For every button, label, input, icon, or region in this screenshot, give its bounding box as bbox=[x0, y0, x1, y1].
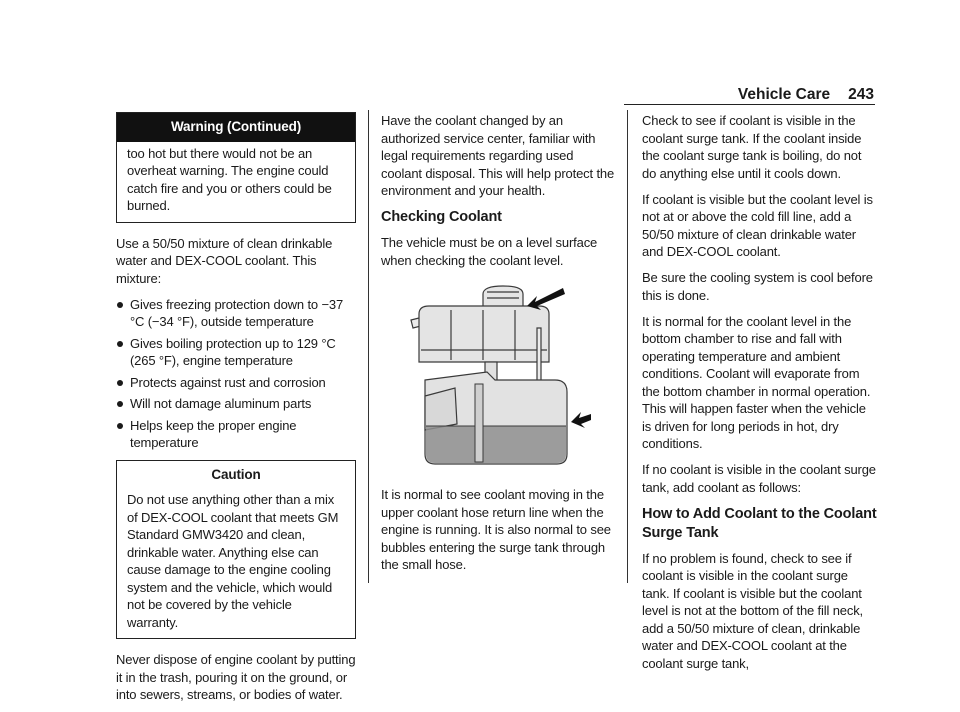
page-number: 243 bbox=[848, 86, 874, 103]
caution-title: Caution bbox=[211, 466, 261, 482]
upper-chamber-shape bbox=[419, 306, 549, 362]
coolant-moving-paragraph: It is normal to see coolant moving in the upper coolant hose return line when the engine is running. It is also normal to see bubbles entering the surge tank through the small hose. bbox=[381, 487, 611, 572]
coolant-surge-tank-illustration bbox=[391, 284, 591, 472]
no-coolant-paragraph: If no coolant is visible in the coolant surge tank, add coolant as follows: bbox=[642, 462, 876, 495]
service-paragraph: Have the coolant changed by an authorized service center, familiar with legal requirements regarding used coolant disposal. This will help protect the environment and your health. bbox=[381, 113, 615, 198]
check-visible-paragraph: Check to see if coolant is visible in the coolant surge tank. If the coolant inside the coolant surge tank is boiling, do not do anything else until it cools down. bbox=[642, 113, 862, 181]
column-3 bbox=[642, 112, 878, 681]
column-divider-1 bbox=[368, 110, 369, 583]
warning-title: Warning (Continued) bbox=[117, 113, 355, 142]
column-2 bbox=[381, 112, 617, 582]
level-surface-paragraph: The vehicle must be on a level surface when checking the coolant level. bbox=[381, 235, 598, 268]
warning-box bbox=[116, 112, 356, 223]
caution-box bbox=[116, 460, 356, 640]
add-coolant-heading: How to Add Coolant to the Coolant Surge Tank bbox=[642, 505, 877, 541]
cool-before-paragraph: Be sure the cooling system is cool before this is done. bbox=[642, 270, 873, 303]
level-arrow-icon bbox=[571, 412, 591, 428]
caution-text: Do not use anything other than a mix of DEX-COOL coolant that meets GM Standard GMW3420 and clean, drinkable water. Anything else can cause damage to the engine cooling system and the vehicle, which would not be covered by the vehicle warranty. bbox=[127, 492, 339, 630]
coolant-level-fill bbox=[426, 426, 566, 463]
list-item: Gives freezing protection down to −37 °C (−34 °F), outside temperature bbox=[116, 296, 356, 331]
cap-arrow-icon bbox=[527, 288, 565, 310]
section-title: Vehicle Care bbox=[737, 86, 831, 103]
checking-coolant-heading: Checking Coolant bbox=[381, 209, 502, 225]
disposal-paragraph: Never dispose of engine coolant by putting it in the trash, pouring it on the ground, or into sewers, streams, or bodies of water. bbox=[116, 652, 356, 702]
level-rise-paragraph: It is normal for the coolant level in the bottom chamber to rise and fall with operating temperature and ambient conditions. Coolant will evaporate from the bottom chamber in normal operation. This will happen faster when the vehicle is driven for long periods in hot, dry conditions. bbox=[642, 313, 871, 451]
cold-fill-paragraph: If coolant is visible but the coolant level is not at or above the cold fill line, add a 50/50 mixture of clean drinkable water and DEX-COOL coolant. bbox=[642, 191, 873, 259]
list-item: Helps keep the proper engine temperature bbox=[116, 417, 356, 452]
warning-text: too hot but there would not be an overheat warning. The engine could catch fire and you or others could be burned. bbox=[127, 145, 332, 213]
list-item: Will not damage aluminum parts bbox=[116, 395, 356, 413]
list-item: Gives boiling protection up to 129 °C (265 °F), engine temperature bbox=[116, 335, 356, 370]
header-rule bbox=[624, 104, 875, 105]
add-coolant-paragraph: If no problem is found, check to see if coolant is visible in the coolant surge tank. If coolant is visible but the coolant level is not at the bottom of the fill neck, add a 50/50 mixture of clean, drinkable water and DEX-COOL coolant at the coolant surge tank, bbox=[642, 550, 864, 671]
page-header bbox=[738, 86, 874, 104]
left-bulge bbox=[425, 388, 457, 430]
column-divider-2 bbox=[627, 110, 628, 583]
mixture-benefits-list bbox=[116, 296, 356, 452]
fill-cap-shape bbox=[483, 286, 523, 308]
mixture-intro: Use a 50/50 mixture of clean drinkable water and DEX-COOL coolant. This mixture: bbox=[116, 235, 333, 286]
list-item: Protects against rust and corrosion bbox=[116, 374, 356, 392]
column-1 bbox=[116, 112, 356, 712]
